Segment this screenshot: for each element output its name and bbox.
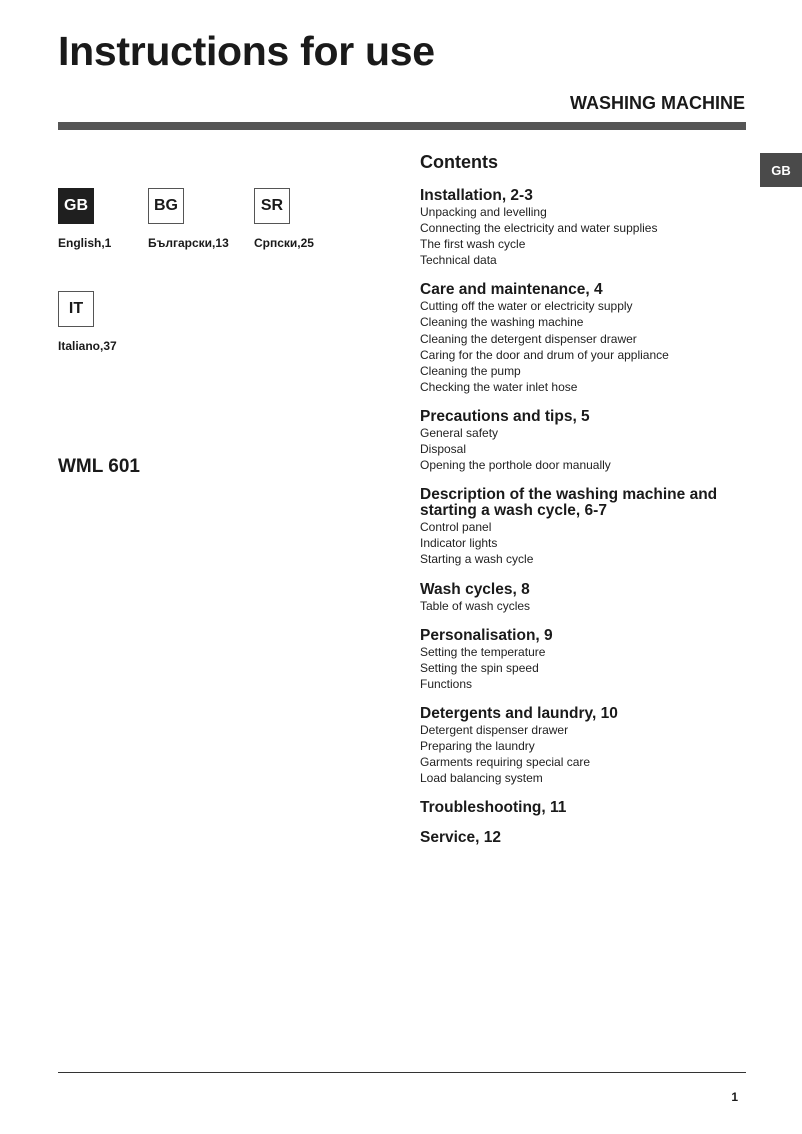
footer-rule (58, 1072, 746, 1073)
language-label: Български,13 (148, 236, 229, 250)
toc-item[interactable]: Caring for the door and drum of your appliance (420, 347, 669, 362)
toc-item[interactable]: Load balancing system (420, 771, 543, 786)
toc-item[interactable]: Connecting the electricity and water supplies (420, 221, 658, 236)
toc-item[interactable]: Control panel (420, 520, 492, 535)
language-it[interactable] (58, 291, 168, 353)
toc-section (420, 628, 740, 692)
toc-section (420, 409, 740, 473)
toc-item[interactable]: Technical data (420, 253, 497, 268)
toc-section (420, 487, 740, 567)
toc-item[interactable]: Cutting off the water or electricity supply (420, 299, 633, 314)
toc-item[interactable]: Unpacking and levelling (420, 205, 547, 219)
toc-section-title[interactable]: Description of the washing machine and starting a wash cycle, 6-7 (420, 486, 718, 520)
toc-item-list (420, 425, 740, 473)
toc-section-title[interactable]: Detergents and laundry, 10 (420, 704, 618, 722)
toc-item[interactable]: Indicator lights (420, 536, 498, 551)
toc-item[interactable]: Checking the water inlet hose (420, 379, 578, 394)
toc-item-list (420, 298, 740, 395)
toc-item[interactable]: Table of wash cycles (420, 598, 531, 613)
toc-item[interactable]: Preparing the laundry (420, 738, 535, 753)
toc-item-list (420, 598, 740, 614)
toc-section-title[interactable]: Precautions and tips, 5 (420, 407, 590, 425)
toc-item-list (420, 722, 740, 786)
toc-section (420, 582, 740, 614)
language-label: English,1 (58, 236, 112, 250)
toc-item[interactable]: The first wash cycle (420, 237, 526, 252)
toc-section-title[interactable]: Installation, 2-3 (420, 187, 533, 204)
toc-section (420, 830, 740, 846)
table-of-contents (420, 150, 740, 860)
language-side-tab: GB (760, 153, 802, 187)
document-title: Instructions for use (58, 28, 435, 74)
document-subtitle: WASHING MACHINE (570, 93, 745, 113)
toc-section-title[interactable]: Wash cycles, 8 (420, 580, 530, 598)
toc-section (420, 706, 740, 786)
toc-item[interactable]: Starting a wash cycle (420, 552, 534, 567)
page-number: 1 (731, 1090, 738, 1104)
toc-section-title[interactable]: Service, 12 (420, 829, 502, 847)
toc-item[interactable]: General safety (420, 425, 499, 440)
toc-item-list (420, 204, 740, 268)
model-name: WML 601 (58, 456, 141, 477)
toc-item[interactable]: Cleaning the detergent dispenser drawer (420, 331, 637, 346)
toc-section (420, 800, 740, 816)
contents-title: Contents (420, 152, 498, 172)
language-label: Italiano,37 (58, 339, 117, 353)
toc-item-list (420, 644, 740, 692)
language-bg[interactable] (148, 188, 258, 250)
toc-item[interactable]: Functions (420, 676, 473, 691)
toc-section (420, 282, 740, 395)
toc-section (420, 188, 740, 268)
toc-item[interactable]: Setting the temperature (420, 644, 546, 659)
toc-section-title[interactable]: Personalisation, 9 (420, 626, 553, 644)
language-sr[interactable] (254, 188, 364, 250)
toc-item[interactable]: Setting the spin speed (420, 660, 539, 675)
toc-item[interactable]: Garments requiring special care (420, 755, 591, 770)
toc-section-title[interactable]: Troubleshooting, 11 (420, 799, 567, 817)
toc-item[interactable]: Cleaning the washing machine (420, 315, 584, 330)
language-code-box: IT (58, 291, 94, 327)
toc-item-list (420, 519, 740, 567)
language-code-box: SR (254, 188, 290, 224)
toc-section-title[interactable]: Care and maintenance, 4 (420, 281, 603, 299)
toc-item[interactable]: Disposal (420, 442, 467, 457)
header-rule (58, 122, 746, 130)
language-label: Српски,25 (254, 236, 314, 250)
toc-item[interactable]: Detergent dispenser drawer (420, 722, 569, 737)
language-code-box: BG (148, 188, 184, 224)
toc-item[interactable]: Cleaning the pump (420, 363, 521, 378)
language-code-box: GB (58, 188, 94, 224)
toc-item[interactable]: Opening the porthole door manually (420, 458, 611, 473)
